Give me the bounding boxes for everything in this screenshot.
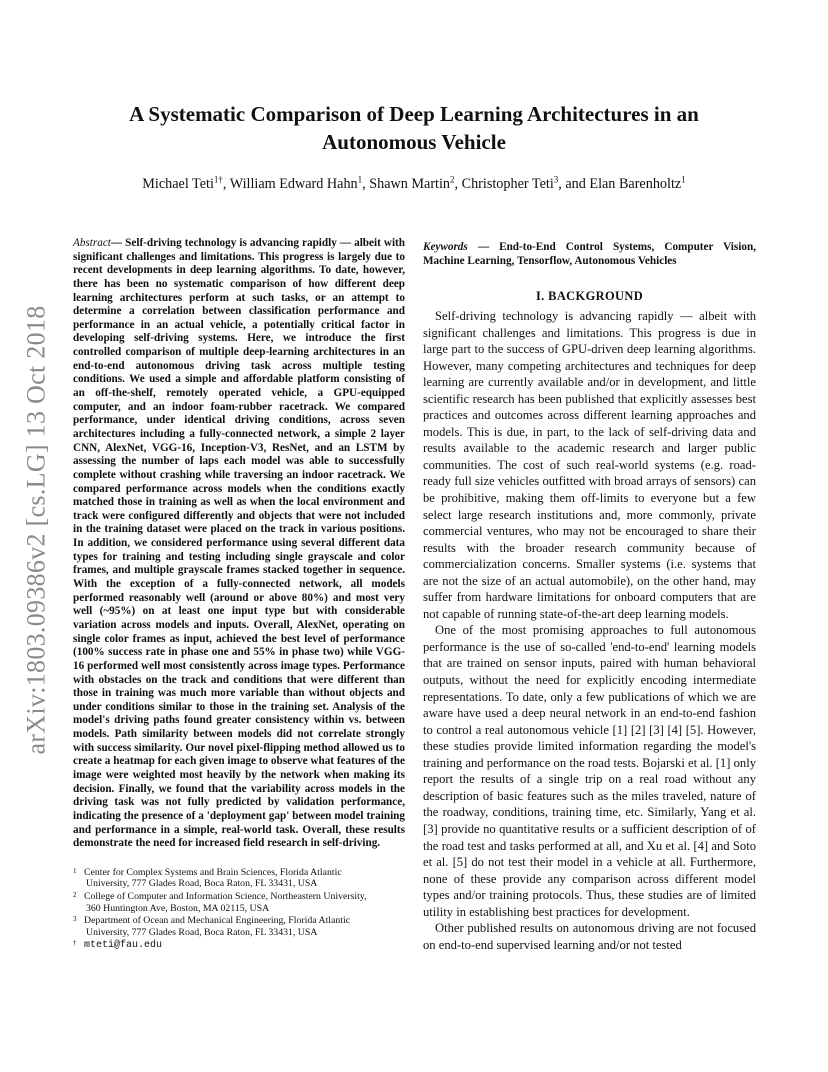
author-name: William Edward Hahn bbox=[229, 176, 358, 192]
author-separator: , bbox=[454, 176, 462, 192]
footnote-text bbox=[83, 915, 405, 938]
paragraph: Other published results on autonomous driving are not focused on end-to-end supervised learning and/or not tested bbox=[423, 921, 756, 952]
footnote-mark: † bbox=[73, 939, 77, 948]
footnote-line: College of Computer and Information Science, Northeastern University, bbox=[84, 891, 367, 903]
author-name: Michael Teti bbox=[142, 176, 214, 192]
footnote-line: University, 777 Glades Road, Boca Raton, FL 33431, USA bbox=[86, 926, 318, 938]
footnote bbox=[73, 867, 405, 890]
author-name: Shawn Martin bbox=[369, 176, 451, 192]
author-affiliation-mark: 1 bbox=[357, 174, 363, 185]
abstract-dash: — bbox=[110, 237, 126, 249]
affiliation-footnotes bbox=[73, 867, 405, 952]
footnote-line: Center for Complex Systems and Brain Sciences, Florida Atlantic bbox=[84, 866, 342, 878]
abstract bbox=[73, 237, 405, 851]
author-affiliation-mark: 3 bbox=[553, 174, 559, 185]
footnote-text bbox=[83, 867, 405, 890]
author-affiliation-mark: 1 bbox=[681, 174, 686, 185]
keywords bbox=[423, 240, 756, 268]
author-separator: , bbox=[362, 176, 370, 192]
section-heading: I. BACKGROUND bbox=[535, 289, 644, 303]
paragraph: Self-driving technology is advancing rapidly — albeit with significant challenges and limitations. This progress is due in large part to the success of GPU-driven deep learning algorithms. However, many competing architectures and techniques for deep learning are currently available and/or in development, and little scientific research has been published that explicitly assesses best practices and outcomes across different learning approaches and models. This is due, in part, to the lack of self-driving data and results available to the academic research and larger public communities. The cost of such real-world systems (e.g. road-ready full size vehicles outfitted with broad arrays of sensors) can be prohibitive, making them off-limits to everyone but a few select large research institutions and, more commonly, private commercial ventures, who may not be encouraged to share their results with the broader research community because of commercialization concerns. Smaller systems (i.e. systems that are not the size of an actual automobile), on the other hand, may suffer from hardware limitations for onboard computers that are not capable of running state-of-the-art deep learning models. bbox=[423, 309, 756, 621]
right-column bbox=[423, 237, 756, 953]
left-column bbox=[73, 237, 405, 953]
footnote-line: 360 Huntington Ave, Boston, MA 02115, USA bbox=[86, 902, 270, 914]
keywords-label: Keywords bbox=[423, 241, 468, 253]
abstract-text: Self-driving technology is advancing rapidly — albeit with significant challenges and limitations. This progress is largely due to recent developments in deep learning algorithms. To date, however, there has been no systematic comparison of how different deep learning architectures perform at such tasks, or an attempt to determine a correlation between classification performance and performance in an actual vehicle, a potentially critical factor in developing self-driving systems. Here, we introduce the first controlled comparison of multiple deep-learning architectures in an end-to-end autonomous driving task across multiple testing conditions. We used a simple and affordable platform consisting of an off-the-shelf, remotely operated vehicle, a GPU-equipped computer, and an indoor foam-rubber racetrack. We compared performance, under identical driving conditions, across seven architectures including a fully-connected network, a simple 2 layer CNN, AlexNet, VGG-16, Inception-V3, ResNet, and an LSTM by assessing the number of laps each model was able to successfully complete without crashing while traversing an indoor racetrack. We compared performance across models when the conditions exactly matched those in training as well as when the local environment and track were configured differently and objects that were not included in the training dataset were placed on the track in various positions. In addition, we considered performance using several different data types for training and testing including single grayscale and color frames, and multiple grayscale frames stacked together in sequence. With the exception of a fully-connected network, all models performed reasonably well (around or above 80%) and most very well (~95%) on at least one input type but with considerable variation across models and inputs. Overall, AlexNet, operating on single color frames as input, achieved the best level of performance (100% success rate in phase one and 55% in phase two) while VGG-16 performed well most consistently across image types. Performance with obstacles on the track and conditions that were different than those in training was much more variable than without objects and under conditions similar to those in the training set. Analysis of the model's driving paths found greater consistency within vs. between models. Path similarity between models did not correlate strongly with success similarity. Our novel pixel-flipping method allowed us to create a heatmap for each given image to observe what features of the image were weighted most heavily by the network when making its decision. Finally, we found that the variability across models in the driving task was not fully predicted by validation performance, indicating the presence of a 'deployment gap' between model training and performance in a simple, real-world task. Overall, these results demonstrate the need for increased field research in self-driving. bbox=[73, 237, 405, 850]
keywords-text: — End-to-End Control Systems, Computer Vision, Machine Learning, Tensorflow, Autonomous Vehicles bbox=[423, 241, 756, 267]
footnote-mark: 3 bbox=[73, 915, 77, 924]
author-separator: , bbox=[222, 176, 230, 192]
section-body bbox=[423, 308, 756, 953]
paper-title: A Systematic Comparison of Deep Learning Architectures in an Autonomous Vehicle bbox=[129, 102, 699, 154]
footnote bbox=[73, 915, 405, 938]
footnote-text bbox=[83, 891, 405, 914]
abstract-label: Abstract bbox=[73, 237, 111, 249]
footnote-line: Department of Ocean and Mechanical Engineering, Florida Atlantic bbox=[84, 915, 351, 927]
author-separator: , and bbox=[558, 176, 590, 192]
author-list bbox=[90, 174, 738, 194]
author-name: Christopher Teti bbox=[461, 176, 554, 192]
arxiv-identifier-stamp bbox=[12, 290, 60, 770]
author-name: Elan Barenholtz bbox=[589, 176, 682, 192]
footnote-mark: 1 bbox=[73, 866, 77, 875]
paragraph: One of the most promising approaches to full autonomous performance is the use of so-called 'end-to-end' learning models that are trained on sensor inputs, paired with human behavioral outputs, without the need for explicitly encoding intermediate representations. To date, only a few publications of which we are aware have used a deep neural network in an end-to-end fashion to control a real autonomous vehicle [1] [2] [3] [4] [5]. However, these studies provide limited information regarding the model's training and performance on the road tests. Bojarski et al. [1] only report the results of a single trip on a real road without any description of basic features such as the miles traveled, nature of the roadway, conditions, training time, etc. Similarly, Yang et al. [3] provide no quantitative results or a sufficient description of of the road test and tasks performed at all, and Xu et al. [4] and Soto et al. [5] do not test their model in a vehicle at all. Furthermore, none of these provide any comparison across different model types and/or training protocols. Thus, these studies are of limited utility in establishing best practices for development. bbox=[423, 623, 756, 919]
author-affiliation-mark: 2 bbox=[450, 174, 455, 185]
footnote-mark: 2 bbox=[73, 891, 77, 900]
footnote bbox=[73, 891, 405, 914]
footnote bbox=[73, 939, 405, 952]
footnote-text bbox=[83, 939, 405, 952]
footnote-line: University, 777 Glades Road, Boca Raton, FL 33431, USA bbox=[86, 878, 318, 890]
author-affiliation-mark: 1† bbox=[213, 174, 223, 185]
corresponding-email-link[interactable]: mteti@fau.edu bbox=[84, 940, 163, 952]
arxiv-identifier-text: arXiv:1803.09386v2 [cs.LG] 13 Oct 2018 bbox=[21, 305, 50, 755]
